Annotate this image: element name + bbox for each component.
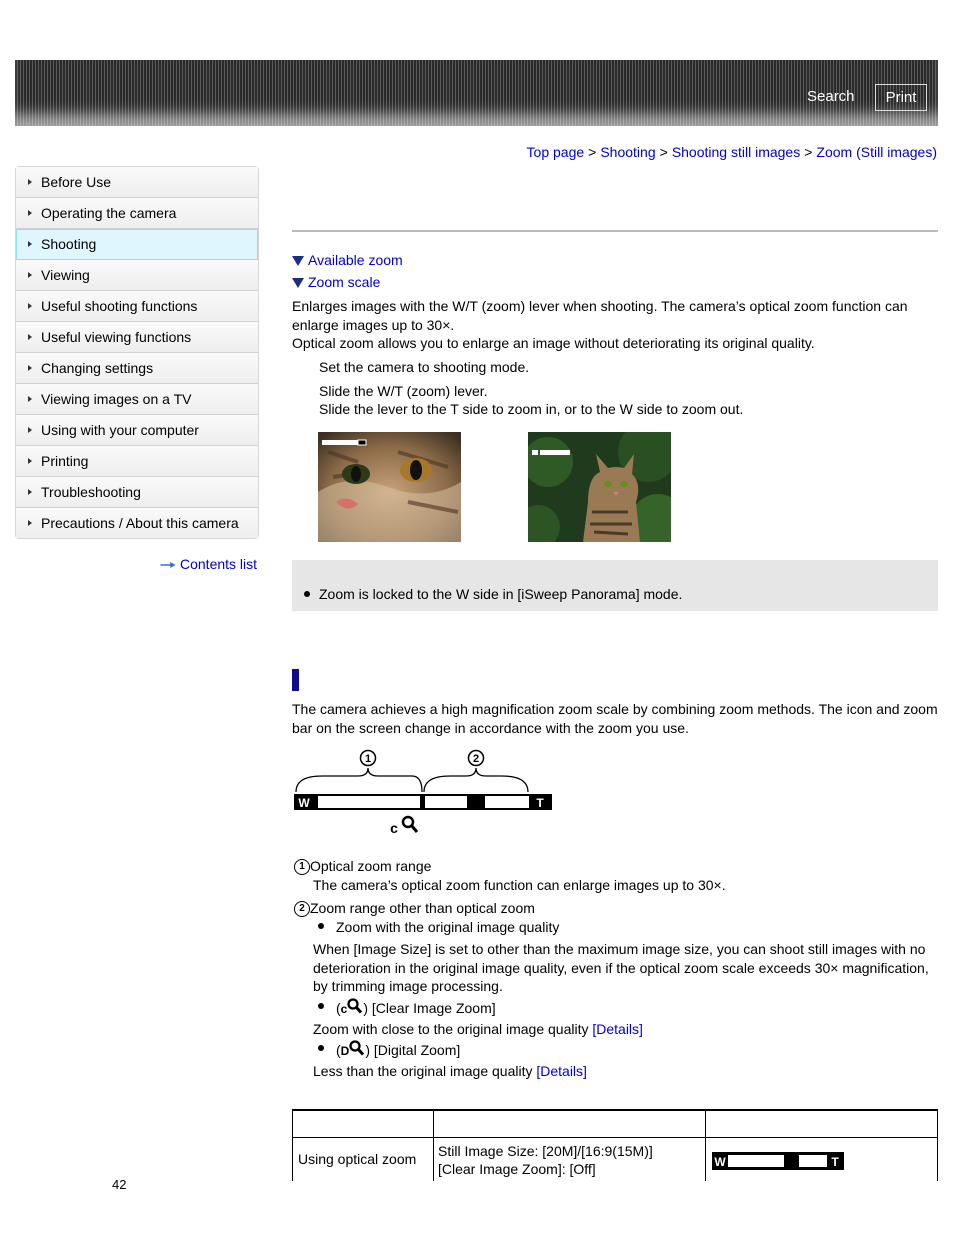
bar-w-label: W — [714, 1154, 726, 1169]
sidebar-item-label: Shooting — [41, 236, 97, 252]
chevron-right-icon — [28, 272, 32, 278]
sidebar-item-using-with-your-computer[interactable] — [16, 415, 258, 446]
contents-list-link[interactable] — [158, 556, 257, 572]
sidebar-item-useful-shooting-functions[interactable] — [16, 291, 258, 322]
breadcrumb-separator: > — [804, 144, 813, 160]
optical-zoom-range-text: The camera’s optical zoom function can enlarge images up to 30×. — [313, 877, 726, 893]
print-button[interactable]: Print — [875, 84, 927, 111]
zoom-scale-label: Zoom scale — [308, 274, 381, 290]
bullet-icon — [318, 1045, 324, 1051]
sidebar-item-precautions[interactable] — [16, 508, 258, 538]
optical-zoom-range-label: Optical zoom range — [310, 858, 432, 874]
step-2-text: Slide the lever to the T side to zoom in, or to the W side to zoom out. — [319, 401, 744, 417]
number-2-icon: 2 — [294, 901, 310, 917]
digital-zoom-details-link[interactable]: [Details] — [536, 1063, 587, 1079]
other-zoom-range-marker — [469, 751, 484, 766]
chevron-right-icon — [28, 427, 32, 433]
sidebar-item-label: Troubleshooting — [41, 484, 141, 500]
section-heading-marker — [292, 669, 299, 691]
chevron-right-icon — [28, 520, 32, 526]
sidebar-item-label: Before Use — [41, 174, 112, 190]
optical-zoom-range-title — [294, 857, 431, 876]
bullet-icon — [304, 591, 310, 597]
zoom-table — [292, 1109, 938, 1181]
page-number: 42 — [112, 1177, 127, 1192]
sidebar-item-operating-the-camera[interactable] — [16, 198, 258, 229]
sidebar-item-changing-settings[interactable] — [16, 353, 258, 384]
triangle-down-icon — [292, 256, 304, 266]
original-quality-bullet: Zoom with the original image quality — [336, 919, 560, 935]
zoom-bar-icon — [712, 1152, 844, 1170]
sidebar-item-useful-viewing-functions[interactable] — [16, 322, 258, 353]
digital-zoom-desc-line — [313, 1062, 587, 1081]
table-cell-zoom-bar — [706, 1137, 938, 1181]
open-paren: ( — [336, 1042, 341, 1058]
bullet-icon — [318, 1003, 324, 1009]
table-cell-settings — [434, 1137, 706, 1181]
breadcrumb-separator: > — [588, 144, 597, 160]
sidebar-item-label: Useful viewing functions — [41, 329, 192, 345]
note-box — [292, 560, 938, 611]
number-1-icon: 1 — [294, 859, 310, 875]
table-header-cell — [293, 1110, 434, 1137]
breadcrumb — [527, 144, 937, 160]
magnifier-icon — [403, 817, 417, 832]
clear-zoom-details-link[interactable]: [Details] — [592, 1021, 643, 1037]
chevron-right-icon — [28, 241, 32, 247]
triangle-down-icon — [292, 278, 304, 288]
title-divider — [292, 230, 938, 232]
table-header-cell — [434, 1110, 706, 1137]
clear-zoom-c-letter: c — [340, 1002, 348, 1016]
clear-zoom-desc: Zoom with close to the original image quality — [313, 1021, 589, 1037]
table-row — [293, 1137, 938, 1181]
chevron-right-icon — [28, 396, 32, 402]
sidebar-item-label: Precautions / About this camera — [41, 515, 239, 531]
breadcrumb-top-page[interactable]: Top page — [526, 144, 585, 160]
digital-zoom-desc: Less than the original image quality — [313, 1063, 533, 1079]
sidebar-item-printing[interactable] — [16, 446, 258, 477]
sidebar-item-label: Viewing images on a TV — [41, 391, 192, 407]
diagram-c-label: c — [390, 820, 398, 836]
sidebar-item-label: Operating the camera — [41, 205, 177, 221]
sidebar-item-label: Printing — [41, 453, 89, 469]
sidebar-item-troubleshooting[interactable] — [16, 477, 258, 508]
zoom-scale-intro: The camera achieves a high magnification zoom scale by combining zoom methods. The icon and zoom bar on the screen change in accordance with the zoom you use. — [292, 701, 938, 736]
image-size-text: When [Image Size] is set to other than the maximum image size, you can shoot still images with no deterioration in the original image quality, even if the optical zoom scale exceeds 30× magnification, by trimming image processing. — [313, 941, 929, 994]
breadcrumb-zoom-still-images[interactable]: Zoom (Still images) — [816, 144, 937, 160]
sidebar-item-label: Useful shooting functions — [41, 298, 198, 314]
breadcrumb-separator: > — [659, 144, 668, 160]
sidebar-item-label: Using with your computer — [41, 422, 199, 438]
table-cell-method: Using optical zoom — [293, 1137, 434, 1181]
magnifier-icon — [349, 1040, 365, 1056]
clear-zoom-label: ) [Clear Image Zoom] — [363, 1000, 496, 1016]
magnifier-icon — [347, 998, 363, 1014]
breadcrumb-shooting[interactable]: Shooting — [600, 144, 656, 160]
breadcrumb-shooting-still-images[interactable]: Shooting still images — [671, 144, 801, 160]
sidebar-nav — [15, 166, 259, 539]
digital-zoom-d-letter: D — [340, 1044, 350, 1058]
digital-zoom-label: ) [Digital Zoom] — [365, 1042, 461, 1058]
diagram-number-2: 2 — [472, 753, 480, 765]
bar-t-label: T — [831, 1154, 839, 1169]
header-bar — [15, 60, 938, 126]
chevron-right-icon — [28, 179, 32, 185]
sidebar-item-label: Changing settings — [41, 360, 154, 376]
chevron-right-icon — [28, 334, 32, 340]
clear-image-zoom-item — [336, 998, 496, 1019]
digital-zoom-item — [336, 1040, 460, 1061]
sidebar-item-shooting[interactable] — [16, 229, 258, 260]
chevron-right-icon — [28, 303, 32, 309]
sidebar-item-viewing[interactable] — [16, 260, 258, 291]
still-image-size-setting: Still Image Size: [20M]/[16:9(15M)] — [438, 1142, 653, 1159]
step-2-title: Slide the W/T (zoom) lever. — [319, 383, 488, 399]
diagram-w-label: W — [298, 796, 310, 810]
step-1: Set the camera to shooting mode. — [319, 359, 530, 375]
table-header-cell — [706, 1110, 938, 1137]
sidebar-item-viewing-images-on-tv[interactable] — [16, 384, 258, 415]
contents-list-label: Contents list — [180, 556, 258, 572]
chevron-right-icon — [28, 489, 32, 495]
arrow-right-icon — [158, 562, 178, 568]
table-header-row — [293, 1110, 938, 1137]
chevron-right-icon — [28, 365, 32, 371]
chevron-right-icon — [28, 458, 32, 464]
search-button[interactable]: Search — [807, 88, 855, 105]
zoom-scale-link[interactable] — [292, 274, 380, 290]
chevron-right-icon — [28, 210, 32, 216]
intro-paragraph: Enlarges images with the W/T (zoom) lever when shooting. The camera’s optical zoom function can enlarge images up to 30×. — [292, 298, 908, 333]
note-text: Zoom is locked to the W side in [iSweep Panorama] mode. — [319, 586, 683, 602]
clear-zoom-desc-line — [313, 1020, 643, 1039]
diagram-number-1: 1 — [364, 753, 372, 765]
bullet-icon — [318, 923, 324, 929]
available-zoom-link[interactable] — [292, 252, 403, 268]
other-zoom-range-title — [294, 899, 535, 918]
other-zoom-range-label: Zoom range other than optical zoom — [310, 900, 535, 916]
sidebar-item-before-use[interactable] — [16, 167, 258, 198]
available-zoom-label: Available zoom — [308, 252, 403, 268]
zoomed-in-photo — [318, 432, 461, 542]
sidebar-item-label: Viewing — [41, 267, 90, 283]
clear-image-zoom-setting: [Clear Image Zoom]: [Off] — [438, 1160, 596, 1177]
zoom-bar-diagram — [292, 748, 554, 838]
intro-paragraph-2: Optical zoom allows you to enlarge an image without deteriorating its original quality. — [292, 335, 815, 351]
open-paren: ( — [336, 1000, 341, 1016]
zoomed-out-photo — [528, 432, 671, 542]
diagram-t-label: T — [536, 796, 544, 810]
optical-zoom-range-marker — [361, 751, 376, 766]
